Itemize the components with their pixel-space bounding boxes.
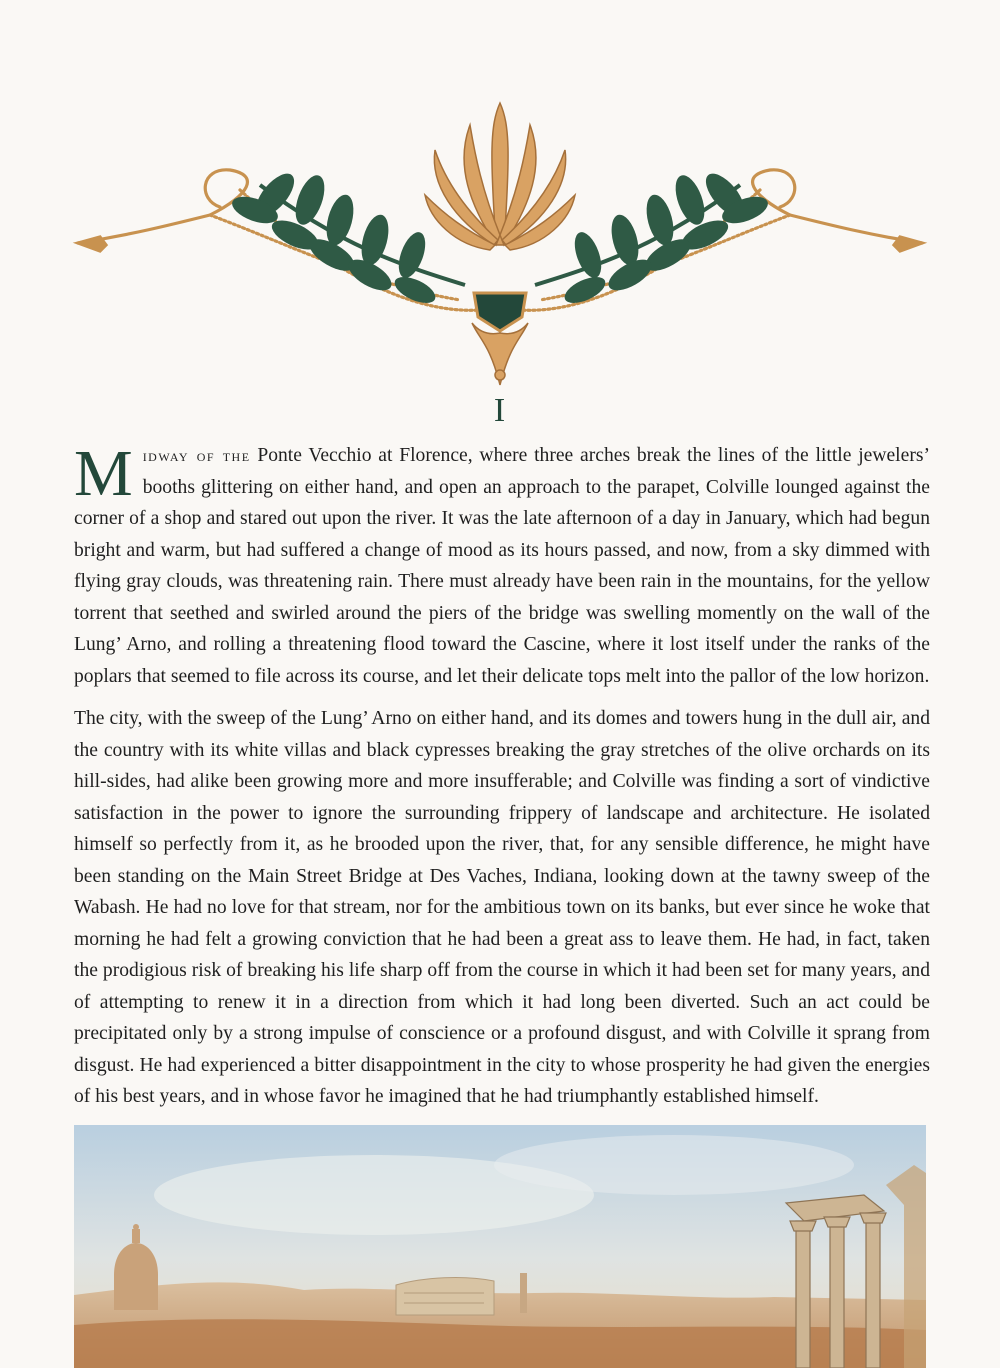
chapter-number: I	[493, 392, 507, 429]
roman-ruins-painting-icon	[74, 1125, 926, 1368]
paragraph-1-text: Ponte Vecchio at Florence, where three arches break the lines of the little jewelers’ booths glittering on either hand, and open an approach to the parapet, Colville lounged against the corner of a shop and stared out upon the river. It was the late afternoon of a day in January, which had begun bright and warm, but had suffered a change of mood as its hours passed, and now, from a sky dimmed with flying gray clouds, was threatening rain. There must already have been rain in the mountains, for the yellow torrent that seethed and swirled around the piers of the bridge was swelling momently on the wall of the Lung’ Arno, and rolling a threatening flood toward the Cascine, where it lost itself under the ranks of the poplars that seemed to file across its course, and let their delicate tops melt into the pallor of the low horizon.	[74, 445, 931, 687]
lead-smallcaps: idway of the	[142, 446, 251, 465]
paragraph-2: The city, with the sweep of the Lung’ Arno on either hand, and its domes and towers hung in the dull air, and the country with its white villas and black cypresses breaking the gray stretches of the olive orchards on its hill-sides, had alike been growing more and more insufferable; and Colville was finding a sort of vindictive satisfaction in the power to ignore the surrounding frippery of landscape and architecture. He isolated himself so perfectly from it, as he brooded upon the river, that, for any sensible difference, he might have been standing on the Main Street Bridge at Des Vaches, Indiana, looking down at the tawny sweep of the Wabash. He had no love for that stream, nor for the ambitious town on its banks, but ever since he woke that morning he had felt a growing conviction that he had been a great ass to leave them. He had, in fact, taken the prodigious risk of breaking his life sharp off from the course in which it had been set for many years, and of attempting to renew it in a direction from which it had long been diverted. Such an act could be precipitated only by a strong impulse of conscience or a profound disgust, and with Colville it sprang from disgust. He had experienced a bitter disappointment in the city to whose prosperity he had given the energies of his best years, and in whose favor he imagined that he had triumphantly established himself.	[74, 708, 930, 1107]
chapter-ornament-icon	[70, 95, 930, 390]
paragraph-1	[74, 437, 931, 692]
drop-cap: M	[74, 437, 133, 510]
chapter-text	[74, 437, 931, 1113]
